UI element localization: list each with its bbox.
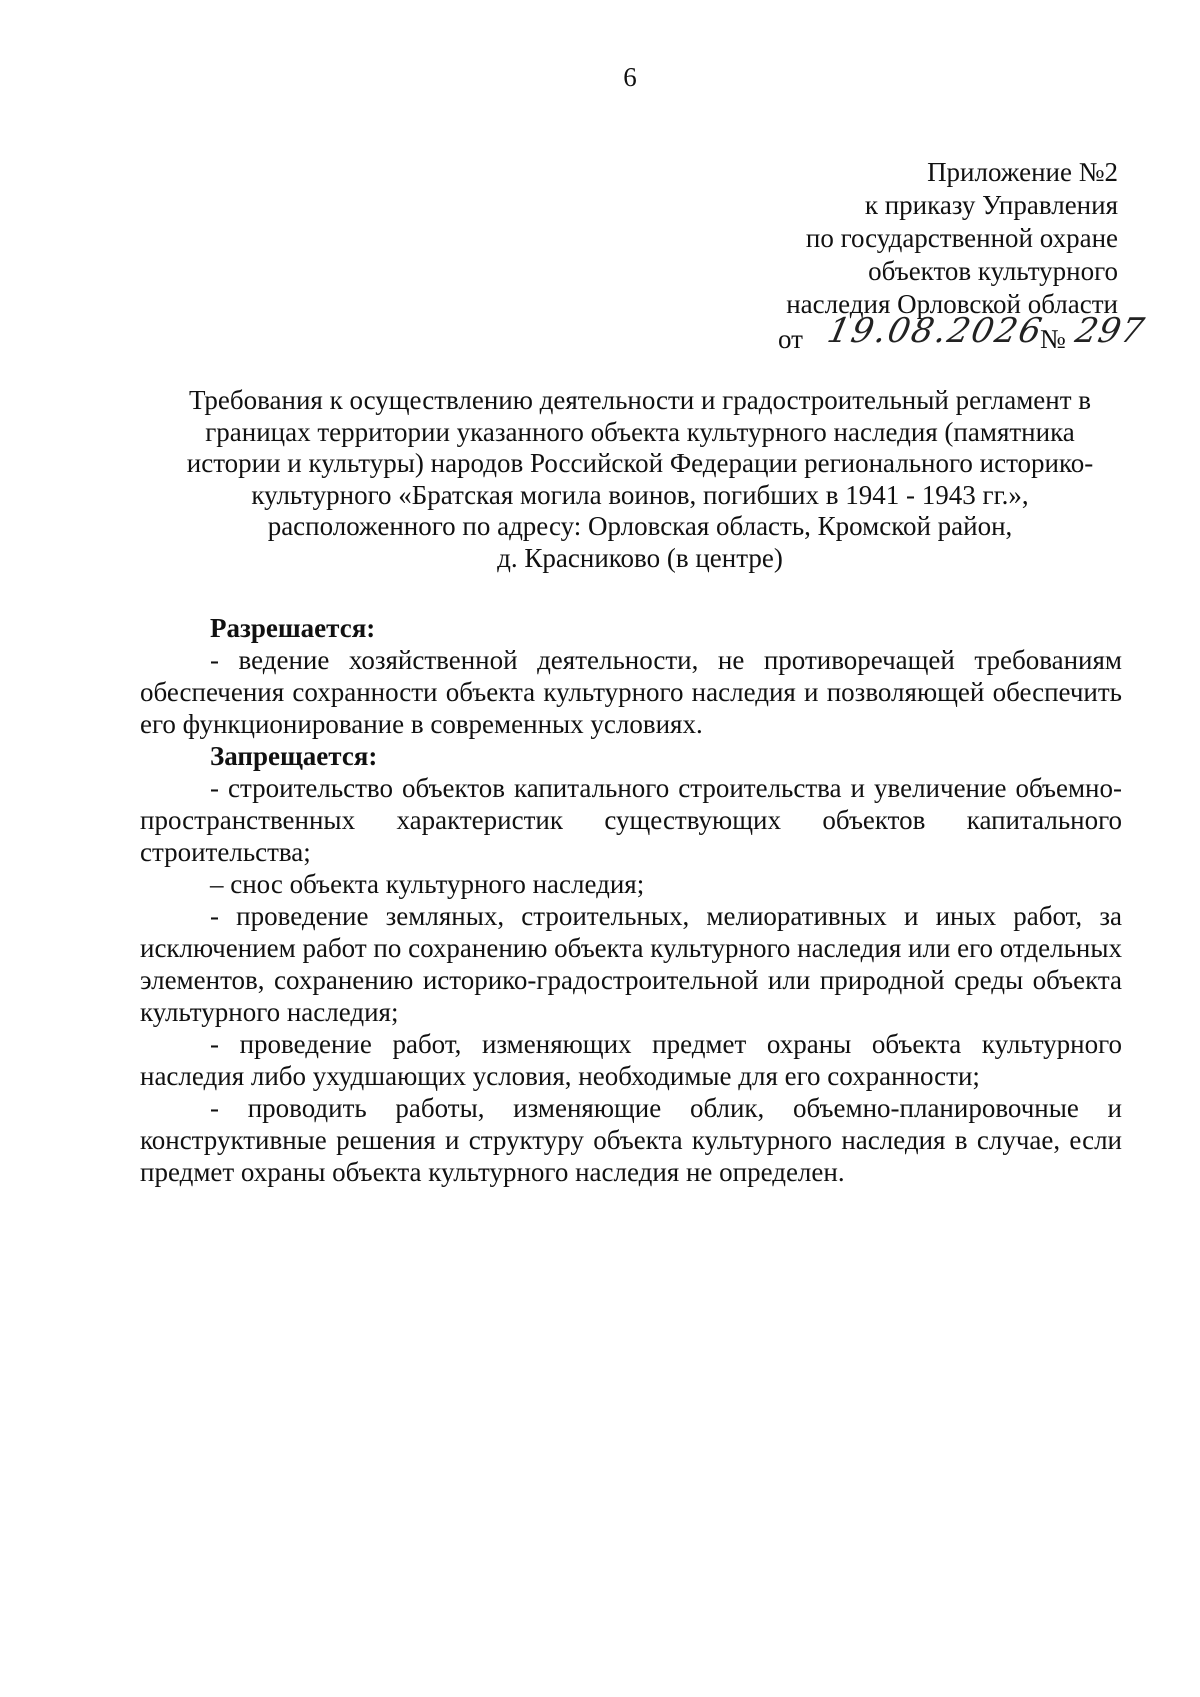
appendix-line: объектов культурного [868,256,1118,286]
title-line: Требования к осуществлению деятельности и градостроительный регламент в [188,385,1092,415]
forbidden-item: – снос объекта культурного наследия; [210,869,645,899]
page-number: 6 [623,62,637,92]
title-line: границах территории указанного объекта культурного наследия (памятника [205,416,1075,447]
allowed-item: - ведение хозяйственной деятельности, не противоречащей требованиям обеспечения сохранности объекта культурного наследия и позволяющей обеспечить его функционирование в современных условиях. [140,645,1122,739]
forbidden-item: - проводить работы, изменяющие облик, объемно-планировочные и конструктивные решения и структуру объекта культурного наследия в случае, если предмет охраны объекта культурного наследия не определен. [140,1093,1122,1187]
forbidden-heading: Запрещается: [210,741,378,771]
order-date-number-line [738,311,1149,357]
forbidden-item: - строительство объектов капитального строительства и увеличение объемно-пространственных характеристик существующих объектов капитального строительства; [140,773,1122,867]
document-title [140,385,1140,574]
forbidden-item: - проведение работ, изменяющих предмет охраны объекта культурного наследия либо ухудшающих условия, необходимые для его сохранности; [140,1029,1122,1091]
forbidden-item: - проведение земляных, строительных, мелиоративных и иных работ, за исключением работ по сохранению объекта культурного наследия или его отдельных элементов, сохранению историко-градостроительной или природной среды объекта культурного наследия; [140,901,1122,1027]
title-line: д. Красниково (в центре) [497,542,783,573]
appendix-line: к приказу Управления [864,190,1118,220]
handwritten-date: 19.08.2026 [823,311,1048,351]
number-prefix: № [1040,324,1066,354]
appendix-line: по государственной охране [805,223,1118,253]
appendix-line: наследия Орловской области [786,289,1118,319]
title-line: истории и культуры) народов Российской Федерации регионального историко- [186,448,1094,478]
appendix-line: Приложение №2 [927,157,1118,187]
appendix-block [738,156,1149,357]
title-line: культурного «Братская могила воинов, погибших в 1941 - 1943 гг.», [251,479,1029,510]
handwritten-order-number: 297 [1071,311,1149,351]
document-body [140,612,1122,1188]
allowed-heading: Разрешается: [210,613,376,643]
title-line: расположенного по адресу: Орловская область, Кромской район, [267,511,1013,541]
date-prefix: от [778,324,803,354]
